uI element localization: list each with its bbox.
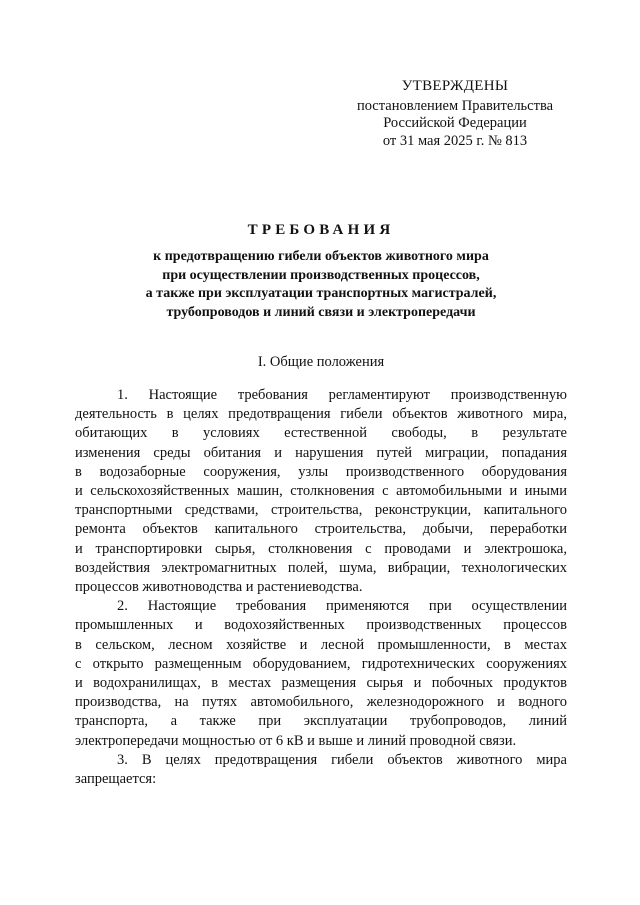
approval-line-2: Российской Федерации (383, 115, 527, 131)
paragraph-line: обитающих в условиях естественной свободы, в результате (75, 425, 567, 442)
paragraph-line: изменения среды обитания и нарушения путей миграции, попадания (75, 444, 567, 461)
subtitle-line: при осуществлении производственных процессов, (162, 267, 480, 283)
document-body (75, 386, 567, 789)
paragraph-line: с открыто размещенным оборудованием, гидротехнических сооружениях (75, 655, 567, 672)
paragraph-line: и транспортировки сырья, столкновения с проводами и электрошока, (75, 540, 567, 557)
paragraph-line: в сельском, лесном хозяйстве и лесной промышленности, в местах (75, 636, 567, 653)
paragraph-line: запрещается: (75, 771, 157, 788)
paragraph-line: транспортными средствами, строительства, реконструкции, капитального (75, 502, 567, 519)
approval-date: от 31 мая 2025 г. № 813 (382, 132, 528, 149)
section-heading: I. Общие положения (257, 354, 385, 370)
approval-line-1: постановлением Правительства (356, 97, 554, 114)
paragraph-3 (75, 751, 567, 789)
paragraph-line: промышленных и водохозяйственных производственных процессов (75, 617, 567, 634)
paragraph-line: 1. Настоящие требования регламентируют производственную (117, 387, 567, 403)
paragraph-line: и водохранилищах, в местах размещения сырья и побочных продуктов (75, 675, 567, 692)
subtitle-line: трубопроводов и линий связи и электропередачи (166, 304, 476, 320)
paragraph-line: ремонта объектов капитального строительства, добычи, переработки (75, 521, 567, 538)
paragraph-line: процессов животноводства и растениеводства. (75, 579, 363, 596)
paragraph-line: воздействия электромагнитных полей, шума, вибрации, технологических (75, 559, 567, 576)
paragraph-line: 3. В целях предотвращения гибели объектов животного мира (117, 751, 567, 768)
paragraph-1 (75, 386, 567, 597)
subtitle-line: а также при эксплуатации транспортных магистралей, (145, 286, 497, 301)
paragraph-line: транспорта, а также при эксплуатации трубопроводов, линий (75, 713, 567, 730)
paragraph-line: электропередачи мощностью от 6 кВ и выше и линий проводной связи. (75, 732, 517, 749)
document-title: ТРЕБОВАНИЯ (247, 222, 395, 238)
subtitle-line: к предотвращению гибели объектов животного мира (153, 249, 489, 264)
paragraph-line: производства, на путях автомобильного, железнодорожного и водного (75, 694, 567, 711)
paragraph-line: в водозаборные сооружения, узлы производственного оборудования (75, 463, 567, 480)
document-title-block (75, 222, 567, 322)
paragraph-line: деятельность в целях предотвращения гибели объектов животного мира, (75, 406, 567, 423)
paragraph-line: 2. Настоящие требования применяются при осуществлении (117, 598, 567, 615)
approval-heading: УТВЕРЖДЕНЫ (401, 78, 509, 94)
approval-block (340, 78, 570, 150)
paragraph-2 (75, 597, 567, 751)
document-subtitle (75, 248, 567, 322)
paragraph-line: и сельскохозяйственных машин, столкновения с автомобильными и иными (75, 483, 567, 500)
